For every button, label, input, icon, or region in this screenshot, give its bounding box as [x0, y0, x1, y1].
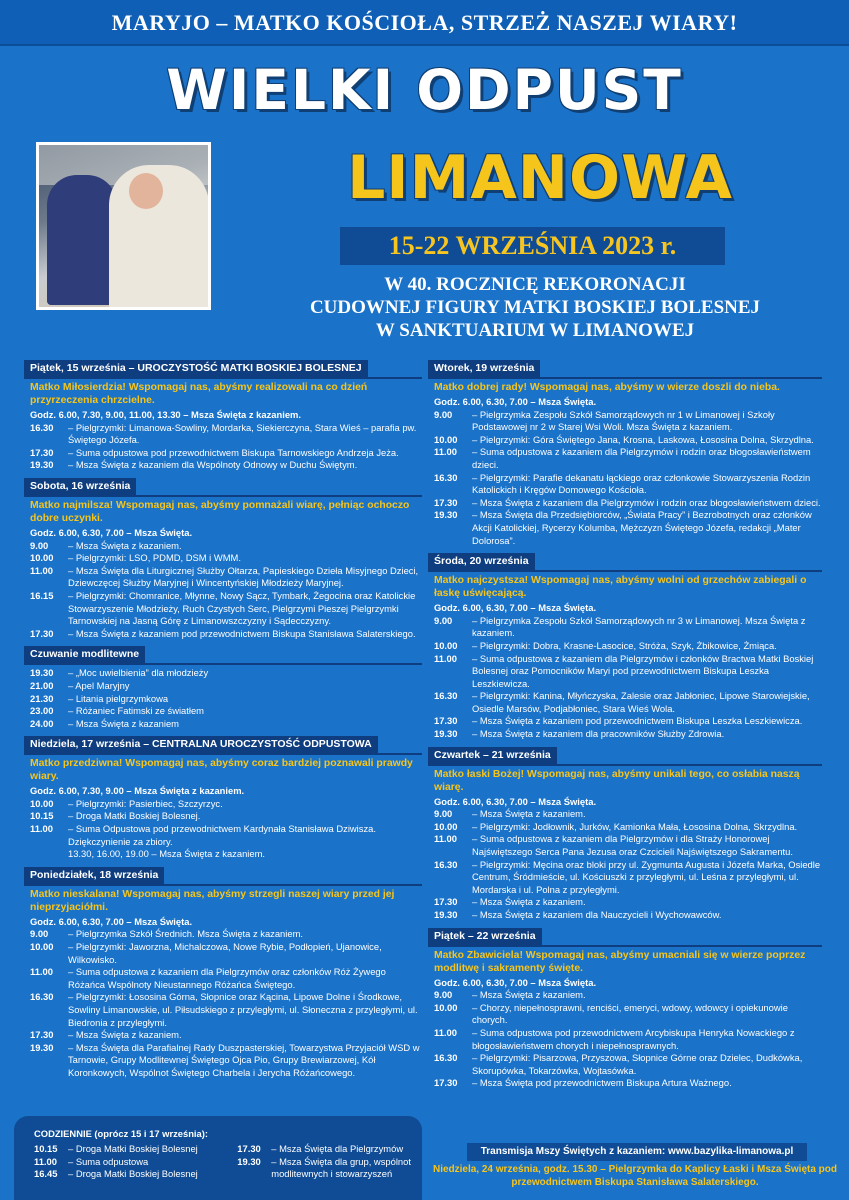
day-block	[24, 478, 422, 640]
schedule-row	[428, 690, 822, 715]
schedule-row	[24, 552, 422, 565]
row-time: 16.30	[434, 1052, 458, 1064]
schedule-left-column	[24, 360, 422, 1086]
row-text: – Droga Matki Boskiej Bolesnej.	[68, 810, 201, 822]
schedule-row	[24, 628, 422, 641]
schedule-row	[428, 509, 822, 547]
row-text: – Msza Święta z kazaniem dla pracowników Służby Zdrowia.	[472, 728, 725, 740]
schedule-row	[24, 705, 422, 718]
day-header-bar	[24, 360, 422, 379]
row-time: 9.00	[434, 808, 453, 820]
daily-col-1	[34, 1143, 223, 1180]
top-banner: MARYJO – MATKO KOŚCIOŁA, STRZEŻ NASZEJ WIARY!	[0, 0, 849, 46]
row-time: 19.30	[30, 667, 54, 679]
day-hours: Godz. 6.00, 6.30, 7.00 – Msza Święta.	[434, 602, 597, 614]
schedule-row	[428, 833, 822, 858]
row-text: – Suma Odpustowa pod przewodnictwem Kardynała Stanisława Dziwisza. Dziękczynienie za zbiory.	[68, 823, 376, 847]
row-time: 11.00	[434, 833, 457, 845]
day-motto: Matko przedziwna! Wspomagaj nas, abyśmy coraz bardziej poznawali prawdy wiary.	[30, 758, 413, 783]
row-time: 24.00	[30, 717, 54, 729]
schedule-row	[428, 497, 822, 510]
row-text: 13.30, 16.00, 19.00 – Msza Święta z kazaniem.	[68, 848, 265, 860]
schedule-row	[24, 447, 422, 460]
row-time: 10.15	[34, 1143, 58, 1155]
day-motto: Matko najmilsza! Wspomagaj nas, abyśmy pomnażali wiarę, pełniąc ochoczo dobre uczynki.	[30, 499, 410, 524]
row-text: – Pielgrzymki: Dobra, Krasne-Lasocice, Stróża, Szyk, Żbikowice, Żmiąca.	[472, 639, 777, 651]
row-time: 17.30	[237, 1143, 261, 1155]
day-header-bar	[428, 928, 822, 947]
day-header-bar	[24, 736, 422, 755]
subtitle-line: W SANKTUARIUM W LIMANOWEJ	[375, 320, 695, 341]
day-hours: Godz. 6.00, 7.30, 9.00 – Msza Święta z kazaniem.	[30, 785, 245, 797]
row-text: – Msza Święta pod przewodnictwem Biskupa Artura Ważnego.	[472, 1077, 732, 1089]
row-text: – „Moc uwielbienia” dla młodzieży	[68, 667, 209, 679]
row-time: 16.30	[434, 690, 458, 702]
row-time: 11.00	[30, 823, 53, 835]
schedule-row	[428, 859, 822, 897]
schedule-row	[24, 680, 422, 693]
row-text: – Msza Święta z kazaniem dla Wspólnoty Odnowy w Duchu Świętym.	[68, 459, 358, 471]
row-time: 19.30	[30, 1041, 54, 1053]
daily-row	[237, 1156, 412, 1181]
schedule-row	[428, 640, 822, 653]
day-motto: Matko dobrej rady! Wspomagaj nas, abyśmy w wierze doszli do nieba.	[434, 382, 780, 393]
schedule-row	[428, 653, 822, 691]
row-text: – Litania pielgrzymkowa	[68, 692, 169, 704]
broadcast-info: Transmisja Mszy Świętych z kazaniem: www.bazylika-limanowa.pl	[467, 1143, 807, 1161]
day-header: Sobota, 16 września	[24, 478, 136, 495]
row-text: – Pielgrzymki: Góra Świętego Jana, Krosna, Laskowa, Łososina Dolna, Skrzydlna.	[472, 433, 814, 445]
row-time: 10.00	[434, 820, 458, 832]
row-text: – Pielgrzymki: Pasierbiec, Szczyrzyc.	[68, 797, 223, 809]
row-text: – Pielgrzymki: Łososina Górna, Słopnice oraz Kącina, Lipowe Dolne i Środkowe, Sowliny Limanowskie, ul. Piłsudskiego z przyległymi, ul. Słoneczna z przyległymi, ul. Biedronia z przyległymi.	[68, 991, 418, 1028]
row-time: 17.30	[434, 896, 458, 908]
row-text: – Pielgrzymka Szkół Średnich. Msza Święta z kazaniem.	[68, 928, 303, 940]
day-header-bar	[24, 646, 422, 665]
schedule-row	[428, 446, 822, 471]
schedule-row	[24, 693, 422, 706]
row-text: – Msza Święta z kazaniem.	[68, 539, 182, 551]
schedule-row	[24, 422, 422, 447]
row-time: 16.30	[434, 858, 458, 870]
row-text: – Pielgrzymka Zespołu Szkół Samorządowych nr 3 w Limanowej. Msza Święta z kazaniem.	[472, 614, 806, 639]
row-text: – Suma odpustowa pod przewodnictwem Arcybiskupa Henryka Nowackiego z błogosławieństwem chorych i niepełnosprawnych.	[472, 1026, 795, 1051]
row-time: 19.30	[434, 909, 458, 920]
day-motto: Matko Miłosierdzia! Wspomagaj nas, abyśmy realizowali na co dzień przyrzeczenia chrzcielne.	[30, 382, 368, 406]
row-text: – Suma odpustowa	[68, 1155, 149, 1167]
row-time: 16.30	[30, 991, 54, 1003]
row-time: 10.00	[434, 1001, 458, 1013]
row-time: 11.00	[434, 1026, 457, 1038]
row-time: 17.30	[30, 446, 54, 458]
row-time: 10.00	[434, 639, 458, 651]
day-header: Czuwanie modlitewne	[24, 646, 145, 663]
day-hours: Godz. 6.00, 7.30, 9.00, 11.00, 13.30 – Msza Święta z kazaniem.	[30, 409, 301, 420]
row-time: 11.00	[434, 652, 457, 664]
row-text: – Msza Święta z kazaniem.	[472, 808, 586, 820]
row-text: – Pielgrzymki: Jodłownik, Jurków, Kamionka Mała, Łososina Dolna, Skrzydlna.	[472, 820, 798, 832]
schedule-row	[24, 540, 422, 553]
schedule-row	[24, 941, 422, 966]
subtitle-line: CUDOWNEJ FIGURY MATKI BOSKIEJ BOLESNEJ	[309, 297, 761, 318]
row-time: 9.00	[434, 408, 453, 420]
row-time: 19.30	[30, 459, 54, 471]
schedule-row	[428, 715, 822, 728]
schedule-row	[24, 459, 422, 472]
row-text: – Pielgrzymki: Pisarzowa, Przyszowa, Słopnice Górne oraz Dzielec, Dudkówka, Skorupówka, Tokarzówka, Wojtasówka.	[472, 1052, 803, 1076]
row-time: 9.00	[434, 989, 453, 1001]
schedule-row	[24, 991, 422, 1029]
schedule-row	[428, 808, 822, 821]
day-block	[428, 360, 822, 547]
row-text: – Droga Matki Boskiej Bolesnej	[68, 1143, 198, 1155]
day-header: Piątek, 15 września – UROCZYSTOŚĆ MATKI BOSKIEJ BOLESNEJ	[24, 360, 368, 377]
schedule-row	[24, 1029, 422, 1042]
schedule-row	[24, 810, 422, 823]
day-hours: Godz. 6.00, 6.30, 7.00 – Msza Święta.	[434, 396, 597, 407]
daily-row	[34, 1168, 223, 1180]
title-limanowa: LIMANOWA	[347, 143, 733, 213]
row-text: – Pielgrzymki: LSO, PDMD, DSM i WMM.	[68, 552, 241, 564]
schedule-row	[428, 1027, 822, 1052]
row-text: – Msza Święta z kazaniem	[68, 717, 179, 729]
row-time: 11.00	[34, 1155, 57, 1167]
row-time: 16.45	[34, 1168, 58, 1180]
day-header: Niedziela, 17 września – CENTRALNA UROCZYSTOŚĆ ODPUSTOWA	[24, 736, 378, 753]
row-text: – Msza Święta z kazaniem dla Pielgrzymów i rodzin oraz błogosławieństwem dzieci.	[472, 496, 821, 508]
schedule-row	[428, 615, 822, 640]
day-header-bar	[24, 478, 422, 497]
row-text: – Suma odpustowa pod przewodnictwem Biskupa Tarnowskiego Andrzeja Jeża.	[68, 446, 399, 458]
row-time: 10.00	[30, 797, 54, 809]
row-time: 17.30	[30, 1029, 54, 1041]
row-text: – Chorzy, niepełnosprawni, renciści, emeryci, wdowy, wdowcy i opiekunowie chorych.	[472, 1001, 788, 1026]
day-block	[428, 747, 822, 922]
day-header-bar	[428, 360, 822, 379]
daily-row	[34, 1156, 223, 1168]
row-text: – Msza Święta z kazaniem.	[472, 989, 586, 1001]
row-text: – Droga Matki Boskiej Bolesnej	[68, 1168, 198, 1180]
row-time: 21.00	[30, 679, 54, 691]
row-text: – Pielgrzymka Zespołu Szkół Samorządowych nr 1 w Limanowej i Szkoły Podstawowej nr 2 w Starej Wsi Woli. Msza Święta z kazaniem.	[472, 408, 775, 433]
row-text: – Msza Święta z kazaniem dla Nauczycieli i Wychowawców.	[472, 909, 722, 920]
day-header: Czwartek – 21 września	[428, 747, 557, 764]
event-dates: 15-22 WRZEŚNIA 2023 r.	[340, 227, 725, 265]
schedule-row	[428, 472, 822, 497]
day-hours: Godz. 6.00, 6.30, 7.00 – Msza Święta.	[30, 915, 193, 927]
row-text: – Msza Święta dla Pielgrzymów	[271, 1143, 404, 1155]
schedule-row	[24, 966, 422, 991]
row-time: 19.30	[434, 509, 458, 521]
day-header-bar	[428, 553, 822, 572]
row-text: – Msza Święta z kazaniem.	[68, 1029, 182, 1041]
schedule-row	[428, 1002, 822, 1027]
daily-col-2	[237, 1143, 412, 1180]
row-text: – Pielgrzymki: Jaworzna, Michalczowa, Nowe Rybie, Podłopień, Ujanowice, Wilkowisko.	[68, 941, 382, 965]
day-header-bar	[428, 747, 822, 766]
row-time: 23.00	[30, 705, 54, 717]
photo	[36, 142, 211, 310]
row-time: 9.00	[30, 928, 49, 940]
row-time: 10.00	[434, 433, 458, 445]
row-text: – Msza Święta dla Parafialnej Rady Duszpasterskiej, Towarzystwa Przyjaciół WSD w Tarnowie, Grupy Modlitewnej Świętego Ojca Pio, Grupy Brewiarzowej, Kół Koronkowych, Wspólnot Świętego Charbela i Jerycha Różańcowego.	[68, 1041, 420, 1078]
row-time: 17.30	[434, 496, 458, 508]
row-text: – Msza Święta z kazaniem pod przewodnictwem Biskupa Stanisława Salaterskiego.	[68, 627, 416, 639]
day-hours: Godz. 6.00, 6.30, 7.00 – Msza Święta.	[30, 526, 193, 538]
row-time: 9.00	[434, 614, 453, 626]
row-time: 9.00	[30, 539, 49, 551]
row-text: – Suma odpustowa z kazaniem dla Pielgrzymów i rodzin oraz błogosławieństwem dzieci.	[472, 446, 811, 470]
row-text: – Suma odpustowa z kazaniem dla Pielgrzymów i członków Bractwa Matki Boskiej Bolesnej oraz Pomocników Maryi pod przewodnictwem Biskupa Leszka Leszkiewicza.	[472, 652, 814, 689]
row-text: – Msza Święta dla Przedsiębiorców, „Świata Pracy” i Bezrobotnych oraz członków Akcji Katolickiej, Rycerzy Kolumba, Mężczyzn Świętego Józefa, redakcji „Mater Dolorosa”.	[472, 509, 812, 546]
day-motto: Matko nieskalana! Wspomagaj nas, abyśmy strzegli naszej wiary przed jej nieprzyjaciółmi.	[30, 888, 395, 913]
row-text: – Apel Maryjny	[68, 679, 130, 691]
row-time: 16.30	[434, 471, 458, 483]
row-text: – Pielgrzymki: Limanowa-Sowliny, Mordarka, Siekierczyna, Stara Wieś – parafia pw. Świętego Józefa.	[68, 421, 417, 446]
row-text: – Msza Święta z kazaniem.	[472, 896, 586, 908]
row-time: 21.30	[30, 692, 54, 704]
daily-label: CODZIENNIE (oprócz 15 i 17 września):	[34, 1128, 208, 1139]
schedule-row	[428, 1077, 822, 1090]
schedule-row	[428, 909, 822, 922]
row-time: 11.00	[30, 966, 53, 978]
row-text: – Różaniec Fatimski ze światłem	[68, 705, 204, 717]
row-text: – Pielgrzymki: Chomranice, Młynne, Nowy Sącz, Tymbark, Żegocina oraz Katolickie Stowarzyszenie Młodzieży, Ruch Czystych Serc, Pielgrzymi Pieszej Pielgrzymki Tarnowskiej na Jasną Górę z Limanowszczyzny i Sądecczyzny.	[68, 589, 416, 627]
schedule-right-column	[428, 360, 822, 1096]
row-time: 10.00	[30, 552, 54, 564]
day-block	[428, 928, 822, 1090]
row-time: 11.00	[30, 564, 53, 576]
row-text: – Msza Święta dla grup, wspólnot modlitewnych i stowarzyszeń	[271, 1155, 411, 1180]
schedule-row	[24, 718, 422, 731]
row-text: – Msza Święta dla Liturgicznej Służby Ołtarza, Papieskiego Dzieła Misyjnego Dzieci, Dziewczęcej Służby Maryjnej i Wincentyńskiej Młodzieży Maryjnej.	[68, 564, 419, 589]
schedule-row	[428, 896, 822, 909]
row-text: – Pielgrzymki: Parafie dekanatu łąckiego oraz członkowie Stowarzyszenia Rodzin Katolickich i Kręgów Domowego Kościoła.	[472, 471, 811, 496]
subtitle-line: W 40. ROCZNICĘ REKORONACJI	[384, 274, 686, 295]
schedule-row	[428, 409, 822, 434]
daily-row	[34, 1143, 223, 1155]
day-block	[24, 646, 422, 730]
day-hours: Godz. 6.00, 6.30, 7.00 – Msza Święta.	[434, 976, 597, 988]
schedule-row	[24, 798, 422, 811]
day-header-bar	[24, 867, 422, 886]
schedule-row	[428, 728, 822, 741]
daily-row	[237, 1143, 412, 1155]
sunday-note: Niedziela, 24 września, godz. 15.30 – Pielgrzymka do Kaplicy Łaski i Msza Święta pod przewodnictwem Biskupa Stanisława Salaterskiego.	[432, 1164, 838, 1188]
schedule-row	[428, 1052, 822, 1077]
day-motto: Matko najczystsza! Wspomagaj nas, abyśmy wolni od grzechów zabiegali o łaskę uświęcającą.	[434, 575, 807, 600]
schedule-row	[24, 565, 422, 590]
schedule-row	[428, 821, 822, 834]
day-header: Środa, 20 września	[428, 553, 535, 570]
schedule-row	[428, 989, 822, 1002]
schedule-row	[24, 848, 422, 861]
row-time: 19.30	[237, 1155, 261, 1167]
row-text: – Pielgrzymki: Kanina, Młyńczyska, Zalesie oraz Jabłoniec, Lipowe Starowiejskie, Osiedle Marsów, Podjabłoniec, Stara Wieś Wola.	[472, 690, 810, 714]
row-time	[30, 848, 68, 861]
row-time: 16.15	[30, 589, 54, 601]
schedule-row	[24, 590, 422, 628]
subtitle	[230, 273, 840, 342]
daily-schedule	[14, 1116, 422, 1200]
row-time: 17.30	[30, 627, 54, 639]
title-wielki-odpust: WIELKI ODPUST	[166, 58, 683, 122]
schedule-row	[24, 823, 422, 848]
day-header: Wtorek, 19 września	[428, 360, 540, 377]
day-header: Piątek – 22 września	[428, 928, 542, 945]
row-time: 19.30	[434, 728, 458, 740]
schedule-row	[428, 434, 822, 447]
row-text: – Pielgrzymki: Męcina oraz bloki przy ul. Zygmunta Augusta i Józefa Marka, Osiedle Centrum, Śródmieście, ul. Kościuszki z przyległymi, ul. Leśna z przyległymi, ul. Mordarska i ul. Polna z przyległymi.	[472, 858, 821, 895]
row-text: – Suma odpustowa z kazaniem dla Pielgrzymów i dla Straży Honorowej Najświętszego Serca Pana Jezusa oraz Czcicieli Najświętszego Sakramentu.	[472, 833, 793, 858]
day-block	[24, 867, 422, 1080]
row-time: 17.30	[434, 1077, 458, 1089]
row-text: – Suma odpustowa z kazaniem dla Pielgrzymów oraz członków Róż Żywego Różańca Wspólnoty Nieustannego Różańca Świętego.	[68, 966, 386, 990]
day-block	[24, 360, 422, 472]
day-hours: Godz. 6.00, 6.30, 7.00 – Msza Święta.	[434, 795, 597, 807]
day-motto: Matko Zbawiciela! Wspomagaj nas, abyśmy umacniali się w wierze poprzez modlitwę i sakramenty święte.	[434, 949, 806, 974]
schedule-row	[24, 667, 422, 680]
day-motto: Matko łaski Bożej! Wspomagaj nas, abyśmy unikali tego, co osłabia naszą wiarę.	[434, 768, 800, 793]
row-time: 16.30	[30, 421, 54, 433]
row-time: 10.00	[30, 941, 54, 953]
day-header: Poniedziałek, 18 września	[24, 867, 164, 884]
schedule-row	[24, 928, 422, 941]
day-block	[24, 736, 422, 861]
row-time: 11.00	[434, 446, 457, 458]
day-block	[428, 553, 822, 741]
row-text: – Msza Święta z kazaniem pod przewodnictwem Biskupa Leszka Leszkiewicza.	[472, 715, 803, 727]
schedule-row	[24, 1042, 422, 1080]
row-time: 10.15	[30, 810, 54, 822]
row-time: 17.30	[434, 715, 458, 727]
